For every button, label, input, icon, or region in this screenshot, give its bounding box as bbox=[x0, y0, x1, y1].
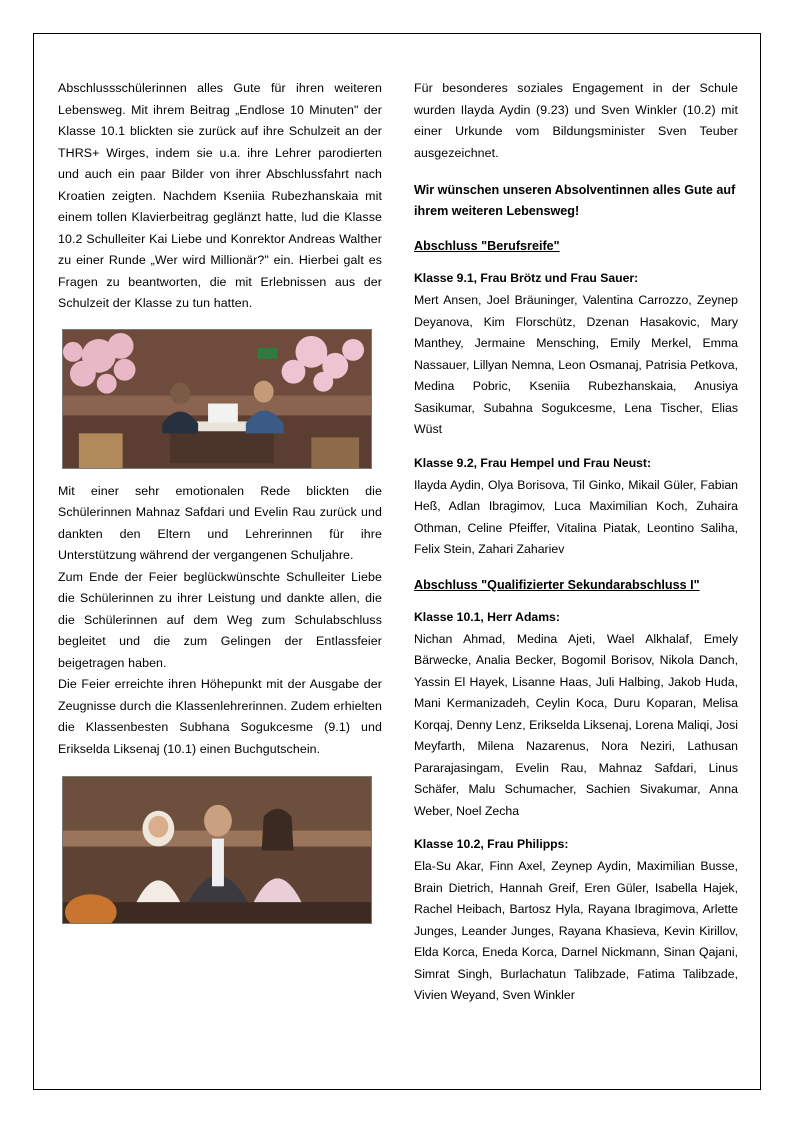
paragraph-intro: Abschlussschülerinnen alles Gute für ihren weiteren Lebensweg. Mit ihrem Beitrag „Endlose 10 Minuten" der Klasse 10.1 blickten sie zurück auf ihre Schulzeit an der THRS+ Wirges, indem sie u.a. ihre Lehrer parodierten und auch ein paar Bilder von ihrer Abschlussfahrt nach Kroatien zeigten. Nachdem Kseniia Rubezhanskaia mit einem tollen Klavierbeitrag geglänzt hatte, lud die Klasse 10.2 Schulleiter Kai Liebe und Konrektor Andreas Walther zu einer Runde „Wer wird Millionär?" ein. Hierbei galt es Fragen zu beantworten, die mit Erlebnissen aus der Schulzeit der Klasse zu tun hatten. bbox=[58, 81, 382, 310]
photo-award-group-graphic bbox=[63, 777, 371, 924]
class-heading-10-1: Klasse 10.1, Herr Adams: bbox=[414, 609, 560, 624]
photo-ceremony-stage bbox=[62, 329, 372, 469]
page-content bbox=[58, 78, 738, 1007]
section-title-berufsreife: Abschluss "Berufsreife" bbox=[414, 239, 560, 253]
left-column bbox=[58, 78, 382, 1007]
class-heading-9-1: Klasse 9.1, Frau Brötz und Frau Sauer: bbox=[414, 271, 639, 285]
photo-award-group bbox=[62, 776, 372, 924]
section-title-sekundarabschluss: Abschluss "Qualifizierter Sekundarabschluss I" bbox=[414, 577, 700, 592]
class-names-10-1: Nichan Ahmad, Medina Ajeti, Wael Alkhalaf, Emely Bärwecke, Analia Becker, Bogomil Borisov, Nikola Danch, Yassin El Hayek, Lisanne Haas, Juli Halbing, Jakob Huda, Mani Kermanizadeh, Ceylin Koca, Duru Koparan, Melisa Korqaj, Denny Lenz, Erikselda Liksenaj, Lorena Maliqi, Josi Meyfarth, Milena Nazarenus, Nora Neziri, Lathusan Pararajasingam, Evelin Rau, Mahnaz Safdari, Linus Schäfer, Malu Schumacher, Sachien Sivakumar, Anna Weber, Noel Zecha bbox=[414, 631, 738, 818]
paragraph-speech: Mit einer sehr emotionalen Rede blickten die Schülerinnen Mahnaz Safdari und Evelin Rau zurück und dankten den Eltern und Lehrerinnen für ihre Unterstützung während der vergangenen Schuljahre. bbox=[58, 483, 382, 562]
class-names-10-2: Ela-Su Akar, Finn Axel, Zeynep Aydin, Maximilian Busse, Brain Dietrich, Hannah Greif, Eren Güler, Isabella Hajek, Rachel Heibach, Bartosz Hyla, Rayana Ibragimova, Arlette Junges, Leander Junges, Rayana Khasieva, Kevin Kirillov, Elda Korca, Eneda Korca, Darnel Nickmann, Sinan Qajani, Simrat Singh, Burlachatun Talibzade, Fatima Talibzade, Vivien Weyand, Sven Winkler bbox=[414, 859, 738, 1002]
class-heading-10-2: Klasse 10.2, Frau Philipps: bbox=[414, 837, 569, 851]
class-names-9-2: Ilayda Aydin, Olya Borisova, Til Ginko, Mikail Güler, Fabian Heß, Adlan Ibragimov, Luca Maximilian Koch, Zuhaira Othman, Celine Pfeiffer, Vitalina Piatak, Leontino Saliha, Felix Stein, Zahari Zahariev bbox=[414, 477, 738, 556]
paragraph-closing: Zum Ende der Feier beglückwünschte Schulleiter Liebe die Schülerinnen zu ihrer Leistung und dankte allen, die die Schülerinnen auf dem Weg zum Schulabschluss begleitet und die zum Gelingen der Entlassfeier beigetragen haben. bbox=[58, 569, 382, 670]
class-heading-9-2: Klasse 9.2, Frau Hempel und Frau Neust: bbox=[414, 455, 652, 470]
class-names-9-1: Mert Ansen, Joel Bräuninger, Valentina Carrozzo, Zeynep Deyanova, Kim Florschütz, Dzenan Hasakovic, Mary Manthey, Jermaine Mensching, Emily Merkel, Emma Nassauer, Lillyan Nemna, Leon Osmanaj, Patrisia Petkova, Medina Pobric, Kseniia Rubezhanskaia, Anusiya Sasikumar, Subahna Sogukcesme, Lena Tischer, Elias Wüst bbox=[414, 293, 738, 436]
right-column bbox=[414, 78, 738, 1007]
photo-ceremony-stage-graphic bbox=[63, 330, 371, 469]
paragraph-certificates: Die Feier erreichte ihren Höhepunkt mit der Ausgabe der Zeugnisse durch die Klassenlehrerinnen. Zudem erhielten die Klassenbesten Subhana Sogukcesme (9.1) und Erikselda Liksenaj (10.1) einen Buchgutschein. bbox=[58, 677, 382, 756]
paragraph-award: Für besonderes soziales Engagement in der Schule wurden Ilayda Aydin (9.23) und Sven Winkler (10.2) mit einer Urkunde vom Bildungsminister Sven Teuber ausgezeichnet. bbox=[414, 81, 738, 160]
wish-text: Wir wünschen unseren Absolventinnen alles Gute auf ihrem weiteren Lebensweg! bbox=[414, 183, 736, 218]
